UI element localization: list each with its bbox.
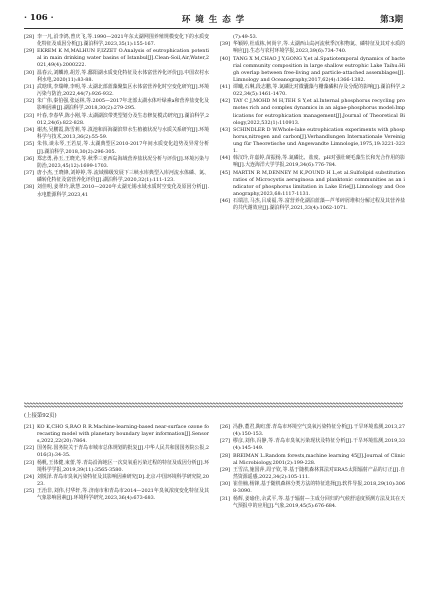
reference-entry (24, 184, 209, 198)
reference-text: 王雪沽,施国萍,周子钦,等.基于随机森林算法对ERA5太阳辐射产品的订正[J].自然资源遥感,2022,34(2):105-111. (233, 467, 405, 481)
reference-number: [32] (24, 98, 35, 105)
reference-entry (220, 84, 405, 98)
reference-entry (24, 34, 209, 48)
reference-text: 温春云,刘麟涛,胡芳,等.鄱阳湖水质变化特征及水体富营养化评价[J].中国农村水利水电,2020(11):83-88. (37, 69, 209, 83)
reference-text: 王治非,刘伟,付华轩,等.济南市和青岛市2014—2021年臭氧浓度变化特征及其气象影响因素[J].环境科学研究,2023,36(4):673-683. (37, 488, 209, 502)
reference-number: [45] (220, 169, 231, 176)
reference-entry (220, 34, 405, 41)
reference-column-top-left (24, 34, 209, 199)
reference-number: [21] (24, 424, 35, 430)
reference-text: 韩汉玲,许嘉婷,苗振杨,等.氮磷比、盐度、pH对强壮硬毛藻生长和光合作用的影响[J].大连海洋大学学报,2019,34(6):776-784. (233, 155, 405, 169)
reference-number: [38] (24, 184, 35, 191)
reference-entry (24, 141, 209, 155)
reference-number: [33] (24, 112, 35, 119)
section-separator (24, 401, 403, 409)
reference-entry (220, 481, 405, 495)
reference-number: [31] (220, 495, 231, 502)
reference-text: KO K,CHO S,RAO R R.Machine-learning-based near-surface ozone forecasting model with planetary boundary layer information[J].Sensors,2022,22(20):7864. (37, 424, 209, 445)
reference-entry (220, 127, 405, 155)
reference-entry (24, 84, 209, 98)
reference-entry (24, 424, 209, 445)
reference-entry (220, 155, 405, 169)
reference-number: [30] (24, 69, 35, 76)
reference-number: [39] (220, 41, 231, 48)
reference-number: [42] (220, 98, 231, 105)
reference-text: (7):49-53. (233, 34, 258, 40)
reference-entry (24, 156, 209, 170)
reference-number: [29] (220, 467, 231, 474)
reference-text: 冯静,董君,陶红蕾.青岛市环境空气臭氧污染特征分析[J].干旱环境监测,2013,27(4):150-153. (233, 424, 405, 438)
reference-number: [30] (220, 481, 231, 488)
reference-text: 唐小杰,王晓锋,刘婷婷,等.流域梯级发展下三峡水库典型入库河流水体磷、氮、磷转化特征及富营养化评价[J].湖泊科学,2020,32(1):111-123. (37, 170, 209, 184)
reference-entry (220, 453, 405, 467)
reference-entry (24, 460, 209, 474)
issue-number: 第3期 (380, 15, 403, 25)
reference-text: 缪彦,刘伟,冯静,等.青岛市臭氧污染现状及特征分析[J].干旱环境监测,2019,33(4):145-149. (233, 438, 405, 452)
reference-entry (220, 56, 405, 84)
reference-text: 杨辉,姜瑜佳,余武平,等.基于辐射—主成分回归的气候舒适度预测方法及其在天气预报中的应用[J].气象,2019,45(5):676-684. (233, 495, 405, 509)
reference-text: 朱伟,谈永琴,王若辰,等.太湖典型区2010-2017年间水质变化趋势及异常分析[J].湖泊科学,2018,30(2):296-305. (37, 141, 209, 155)
reference-entry (24, 488, 209, 502)
reference-number: [44] (220, 155, 231, 162)
reference-entry (24, 445, 209, 459)
reference-entry (220, 496, 405, 510)
reference-number: [28] (24, 34, 35, 40)
reference-text: 杨帆,王体健,束蕾,等.青岛沿海地区一次臭氧重污染过程的特征及成因分析[J].环境科学学报,2019,39(11):3565-3580. (37, 459, 209, 473)
reference-text: 刘佳明,姜翠玲,耿慧.2010—2020年太湖无锡水域水质时空变化及原因分析[J].水电能源科学,2023,41 (37, 184, 209, 198)
running-header (24, 13, 403, 27)
reference-text: 崔佳楠,杨锋,基于随机森林分类方法的特征选择[J].软件导报,2018,29(10):3068-3090. (233, 481, 405, 495)
reference-text: 郑忠勇,孙玉,王晓光,等.秋季三亚西岛海域营养盐状况分析与评价[J].环境污染与防治,2023,45(12):1699-1703. (37, 155, 209, 169)
reference-number: [27] (220, 438, 231, 445)
reference-entry (24, 474, 209, 488)
reference-text: 国务院.国务院关于青岛市城市总体规划的批复[J].中华人民共和国国务院公报,2016(3):34-35. (37, 445, 209, 459)
reference-number: [25] (24, 488, 35, 495)
reference-text: 谭曦,石琳,段志鹏,等.氮磷比对微囊藻与栅藻磷积存及分配的影响[J].湖泊科学,2022,34(5):1461-1470. (233, 84, 405, 98)
reference-entry (24, 113, 209, 127)
reference-number: [40] (220, 55, 231, 62)
reference-text: 朱广伟,秦伯强,张运林,等.2005—2017年北部太湖水体叶绿素a和营养盐变化及影响因素[J].湖泊科学,2018,30(2):279-295. (37, 98, 209, 112)
reference-number: [46] (220, 198, 231, 205)
reference-number: [37] (24, 170, 35, 177)
reference-entry (24, 98, 209, 112)
reference-entry (220, 41, 405, 55)
reference-entry (220, 170, 405, 198)
journal-title: 环 境 生 态 学 (181, 15, 246, 25)
reference-number: [34] (24, 127, 35, 134)
reference-number: [31] (24, 84, 35, 91)
reference-column-bottom-left (24, 424, 209, 503)
reference-number: [26] (220, 424, 231, 430)
reference-entry (220, 424, 405, 438)
continued-from-label: (上接第92页) (24, 413, 57, 419)
reference-text: BREIMAN L.Random forests,machine learning 45[J].Journal of Clinical Microbiology,2001(2):199-228. (233, 452, 405, 466)
reference-entry (24, 70, 209, 84)
reference-entry (24, 170, 209, 184)
page-number: · 106 · (24, 13, 54, 23)
reference-number: [22] (24, 445, 35, 452)
reference-number: [43] (220, 126, 231, 133)
header-rule (24, 28, 403, 29)
reference-entry (220, 467, 405, 481)
reference-entry (220, 98, 405, 126)
reference-text: TAY C J,MOHD M H,TEH S Y,et al.Internal phosphorus recycling promotes rich and complex dynamics in an algae-phosphorus model:Implications for eutrophication management[J].Journal of Theoretical Biology,2022,532(1):110913. (233, 98, 405, 126)
reference-number: [41] (220, 84, 231, 91)
reference-text: SCHINDLER D W.Whole-lake eutrophication experiments with phosphorus,nitrogen and carbon[J].Verhandlungen Internationale Vereinigung für Theoretische und Angewandte Limnologie,1975,19:3221-3231. (233, 126, 405, 154)
reference-number: [24] (24, 474, 35, 481)
reference-number: [35] (24, 141, 35, 148)
reference-entry (24, 48, 209, 69)
reference-text: EKREM K M,MALHUN F,IZZET O.Analysis of eutrophication potential in main drinking water basins of Istanbul[J].Clean-Soil,Air,Water,2021,49(4):2000222. (37, 48, 209, 69)
reference-entry (220, 198, 405, 212)
reference-text: 叶春,李春华,陈小刚,等.太湖湖滨带类型划分及生态修复模式研究[J].湖泊科学,2012,24(6):822-828. (37, 112, 209, 126)
reference-column-top-right (220, 34, 405, 212)
reference-text: 武晗琪,李瑞峰,李明,等.太湖北部蓝藻聚集区水体富营养化时空变化研究[J].环境污染与防治,2022,44(7):926-932. (37, 84, 209, 98)
reference-text: 谢杰,吴鹏霞,陈雪莉,等.滇池和洱海湖滨带水生植被状况与水质关系研究[J].环境科学与技术,2013,36(2):55-59. (37, 127, 209, 141)
reference-text: TANG X M,CHAO J Y,GONG Y,et al.Spatiotemporal dynamics of bacterial community composition in large shallow eutrophic Lake Taihu:High overlap between free-living and particle-attached assemblages[J].Limnology and Oceanography,2017,62(4):1366-1382. (233, 55, 405, 83)
reference-text: 李一凡,沿李鸿,曾庆飞,等.1990—2021年东太湖网围养殖规模变化下的水质变化特征及成因分析[J].湖泊科学,2023,35(1):155-167. (37, 34, 209, 48)
reference-text: 华颖婷,杜成栋,何尚宇,等.太湖西山岛河流秋季沉积物氮、磷特征及其对水质的响应[J].生态与农村环境学报,2023,39(6):734-740. (233, 41, 405, 55)
reference-entry (24, 127, 209, 141)
reference-number: [23] (24, 459, 35, 466)
reference-number: [28] (220, 452, 231, 459)
reference-entry (220, 438, 405, 452)
reference-column-bottom-right (220, 424, 405, 510)
reference-number: [36] (24, 155, 35, 162)
reference-text: 刘锐泽.青岛市臭氧污染特征及其影响因素研究[D].北京:中国环境科学研究院,2023. (37, 474, 209, 488)
reference-number: [29] (24, 48, 35, 55)
reference-text: MARTIN R M,DENNEY M K,POUND H L,et al.Sulfolipid substitution ratios of Microcystis aeruginosa and planktonic communities as an indicator of phosphorus limitation in Lake Erie[J].Limnology and Oceanography,2023,68:1117-1131. (233, 169, 405, 197)
reference-text: 石瑞洁,马杰,吕成福,等.富营养化湖泊蓝藻—芦苇碎屑堆积分解过程及其营养盐的共代谢效应[J].湖泊科学,2021,33(4):1062-1071. (233, 198, 405, 212)
